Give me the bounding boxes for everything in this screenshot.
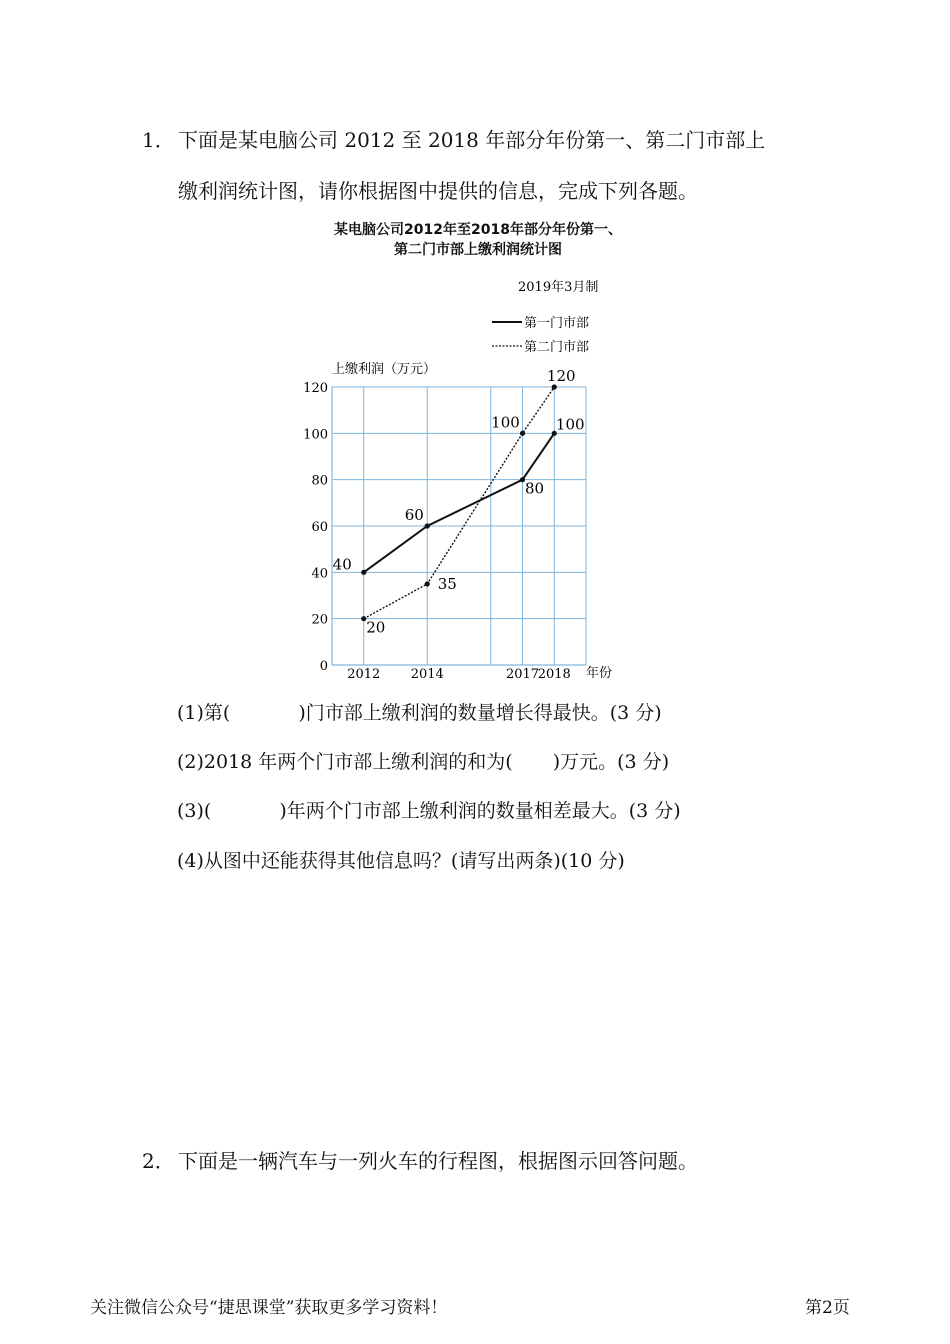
x-tick-label-2017: 2017 (505, 667, 540, 682)
series-2-point-2018 (552, 384, 557, 389)
subquestion-4-text: (4)从图中还能获得其他信息吗？(请写出两条)(10 分) (177, 850, 625, 872)
series-2-point-2017 (520, 431, 525, 436)
x-axis-label: 年份 (586, 666, 613, 681)
series-1-data-label-2014: 60 (404, 506, 424, 524)
x-tick-label-2012: 2012 (347, 667, 381, 682)
subquestion-3 (177, 802, 681, 821)
question-1-number: 1． (142, 128, 175, 152)
subquestion-4 (177, 852, 625, 871)
question-2-number: 2． (142, 1149, 175, 1173)
chart-legend (492, 316, 589, 355)
series-2-data-label-2018: 120 (546, 367, 576, 385)
series-1-point-2012 (361, 570, 366, 575)
chart-canvas (300, 215, 640, 685)
series-1-data-label-2017: 80 (524, 479, 545, 498)
y-tick-label-120: 120 (303, 381, 328, 396)
subquestion-2 (177, 753, 669, 772)
question-1-line-1: 下面是某电脑公司 2012 至 2018 年部分年份第一、第二门市部上 (178, 128, 766, 152)
series-1-line (364, 433, 555, 572)
chart-title-line-1: 某电脑公司2012年至2018年部分年份第一、 (334, 222, 622, 238)
subquestion-2-part-b: )万元。(3 分) (552, 751, 670, 773)
x-tick-label-2018: 2018 (537, 667, 571, 682)
y-tick-label-0: 0 (319, 659, 328, 674)
legend-series-2-label: 第二门市部 (524, 340, 590, 355)
series-2-data-label-2014: 35 (437, 574, 457, 593)
footer-promo-text: 关注微信公众号“捷思课堂”获取更多学习资料！ (90, 1298, 448, 1318)
subquestion-3-part-a: (3)( (177, 800, 212, 822)
series-2-point-2014 (425, 581, 430, 586)
answer-area-4[interactable] (177, 890, 817, 1130)
profit-line-chart (300, 215, 640, 685)
legend-series-1-label: 第一门市部 (524, 316, 590, 331)
series-2-data-label-2012: 20 (366, 618, 386, 637)
question-2-text: 下面是一辆汽车与一列火车的行程图，根据图示回答问题。 (178, 1149, 698, 1173)
y-tick-label-40: 40 (311, 566, 328, 582)
subquestion-2-part-a: (2)2018 年两个门市部上缴利润的和为( (177, 751, 513, 773)
chart-made-date: 2019年3月制 (518, 280, 599, 295)
series-1-data-label-2018: 100 (555, 415, 585, 434)
subquestion-3-part-b: )年两个门市部上缴利润的数量相差最大。(3 分) (279, 800, 681, 822)
series-1-point-2014 (425, 523, 430, 528)
subquestion-1-part-b: )门市部上缴利润的数量增长得最快。(3 分) (298, 702, 662, 724)
y-axis-label: 上缴利润（万元） (332, 362, 437, 377)
x-tick-label-2014: 2014 (410, 667, 444, 682)
y-tick-label-60: 60 (311, 520, 328, 535)
series-1-data-label-2012: 40 (332, 555, 352, 574)
footer-page-number: 第2页 (805, 1298, 850, 1318)
y-tick-label-80: 80 (311, 473, 328, 489)
subquestion-1-part-a: (1)第( (177, 702, 231, 724)
series-2-line (364, 387, 555, 619)
subquestion-1 (177, 704, 662, 723)
chart-title-line-2: 第二门市部上缴利润统计图 (394, 242, 562, 258)
y-tick-label-100: 100 (303, 427, 328, 443)
y-tick-label-20: 20 (311, 612, 328, 628)
series-2-data-label-2017: 100 (491, 413, 520, 432)
question-1-line-2: 缴利润统计图，请你根据图中提供的信息，完成下列各题。 (178, 179, 698, 203)
